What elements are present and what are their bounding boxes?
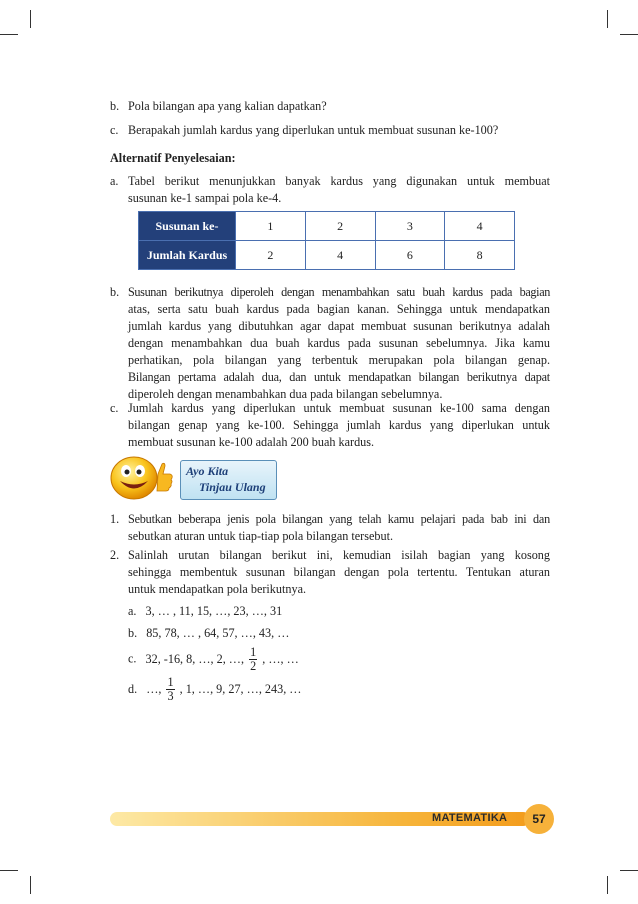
table-row (139, 241, 515, 270)
item-label: b. (128, 626, 138, 640)
item-text (128, 511, 550, 545)
item-label: 1. (110, 512, 120, 526)
crop-mark (30, 876, 31, 894)
item-text: Pola bilangan apa yang kalian dapatkan? (128, 99, 327, 113)
item-label: c. (110, 401, 119, 415)
item-text (128, 547, 550, 598)
table-cell: 1 (236, 212, 306, 241)
crop-mark (607, 876, 608, 894)
text-line: Salinlah urutan bilangan berikut ini, kemudian isilah bagian yang kosong (128, 548, 550, 562)
crop-mark (0, 34, 18, 35)
item-text: Berapakah jumlah kardus yang diperlukan untuk membuat susunan ke-100? (128, 123, 499, 137)
fraction-numerator: 1 (250, 645, 257, 659)
item-label: c. (128, 651, 137, 666)
banner-line-1: Ayo Kita (186, 464, 229, 478)
sequence-text: 3, … , 11, 15, …, 23, …, 31 (145, 604, 283, 618)
table-cell: 2 (305, 212, 375, 241)
text-line: Sebutkan beberapa jenis pola bilangan yang telah kamu pelajari pada bab ini dan (128, 512, 550, 526)
table-cell: 8 (445, 241, 515, 270)
table-cell: 4 (445, 212, 515, 241)
item-label: a. (128, 604, 137, 618)
table-row-header: Susunan ke- (139, 212, 236, 241)
table-cell: 4 (305, 241, 375, 270)
crop-mark (620, 34, 638, 35)
text-line: Susunan berikutnya diperoleh dengan menambahkan satu buah kardus pada bagian (128, 285, 550, 299)
item-label: c. (110, 123, 119, 137)
fraction (249, 646, 257, 673)
item-text (128, 400, 550, 451)
text-line: jumlah kardus yang dibutuhkan agar dapat membuat susunan berikutnya adalah (128, 319, 550, 333)
table-cell: 6 (375, 241, 445, 270)
fraction-denominator: 2 (250, 659, 257, 673)
item-label: b. (110, 99, 120, 113)
sequence-text: 85, 78, … , 64, 57, …, 43, … (146, 626, 290, 640)
ayo-kita-tinjau-ulang-banner (180, 460, 277, 500)
text-line: sebutkan aturan untuk tiap-tiap pola bilangan tersebut. (128, 529, 394, 543)
sequence-c (128, 646, 299, 673)
crop-mark (30, 10, 31, 28)
item-label: 2. (110, 548, 120, 562)
sequence-text: 32, -16, 8, …, 2, …, (145, 652, 245, 666)
sequence-a (128, 603, 282, 620)
text-line: untuk mendapatkan pola berikutnya. (128, 582, 307, 596)
sequence-text: , 1, …, 9, 27, …, 243, … (179, 682, 302, 696)
item-label: a. (110, 174, 119, 188)
sequence-text: , …, … (262, 652, 299, 666)
table-cell: 3 (375, 212, 445, 241)
text-line: Tabel berikut menunjukkan banyak kardus yang digunakan untuk membuat (128, 174, 550, 188)
item-text (128, 173, 550, 207)
text-line: perhatikan, pola bilangan yang terbentuk merupakan pola bilangan genap. (128, 353, 550, 367)
sequence-b (128, 625, 289, 642)
footer-subject: MATEMATIKA (432, 812, 508, 824)
fraction (166, 676, 174, 703)
crop-mark (0, 870, 18, 871)
text-line: Bilangan pertama adalah dua, dan untuk mendapatkan bilangan berikutnya dapat (128, 370, 550, 384)
item-text (128, 284, 550, 403)
kardus-table (138, 211, 515, 270)
page-number: 57 (524, 804, 554, 834)
fraction-numerator: 1 (167, 675, 174, 689)
table-row-header: Jumlah Kardus (139, 241, 236, 270)
sequence-d (128, 676, 301, 703)
text-line: bilangan genap yang ke-100. Sehingga jumlah kardus yang diperlukan untuk (128, 418, 550, 432)
text-line: Jumlah kardus yang diperlukan untuk membuat susunan ke-100 sama dengan (128, 401, 550, 415)
text-line: atas, serta satu buah kardus pada bagian kanan. Sehingga untuk mendapatkan (128, 302, 550, 316)
text-line: dengan menambahkan dua buah kardus pada susunan sebelumnya. Jika kamu (128, 336, 550, 350)
banner-line-2: Tinjau Ulang (199, 480, 266, 494)
text-line: membuat susunan ke-100 adalah 200 buah kardus. (128, 435, 375, 449)
text-line: susunan ke-1 sampai pola ke-4. (128, 191, 282, 205)
item-label: b. (110, 285, 120, 299)
item-label: d. (128, 682, 138, 696)
text-line: sehingga membentuk susunan bilangan dengan pola tertentu. Tentukan aturan (128, 565, 550, 579)
sequence-text: …, (146, 682, 162, 696)
table-cell: 2 (236, 241, 306, 270)
crop-mark (620, 870, 638, 871)
fraction-denominator: 3 (167, 689, 174, 703)
crop-mark (607, 10, 608, 28)
table-row (139, 212, 515, 241)
smiley-thumbs-up-icon (106, 452, 176, 502)
text-line: diperoleh dengan menambahkan dua pada bilangan sebelumnya. (128, 387, 443, 401)
solution-heading: Alternatif Penyelesaian: (110, 151, 236, 165)
